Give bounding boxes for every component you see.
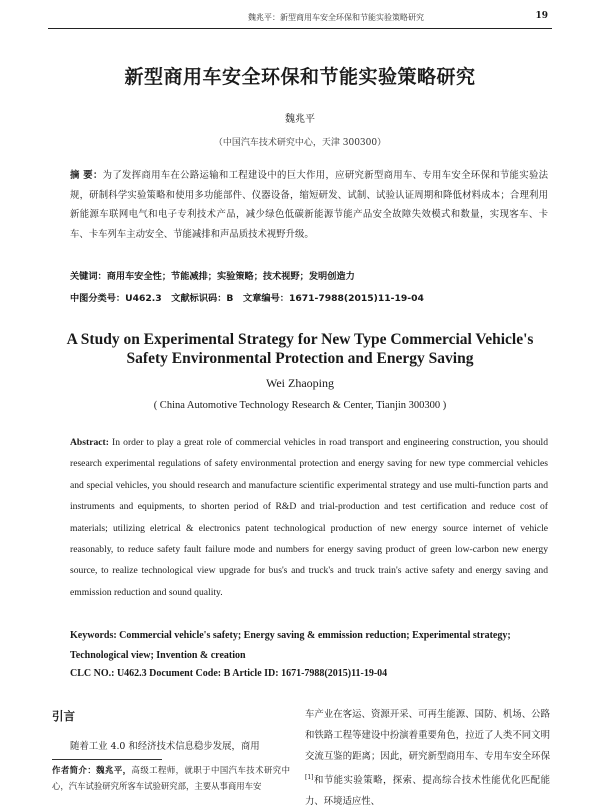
abstract-label-cn: 摘 要： (70, 170, 103, 181)
author-bio-text: 高级工程师，就职于中国汽车技术研究中心，汽车试验研究所客车试验研究部，主要从事商用车安 (52, 765, 291, 791)
keywords-text-cn: 商用车安全性；节能减排；实验策略；技术视野；发明创造力 (106, 271, 355, 282)
left-column (52, 700, 290, 794)
running-header (48, 8, 552, 29)
abstract-label-en: Abstract: (70, 437, 109, 448)
abstract-english (70, 432, 548, 603)
classification-chinese (70, 292, 548, 306)
article-id-value-cn: 1671-7988(2015)11-19-04 (288, 293, 424, 304)
doc-code-value-cn: B (226, 293, 234, 304)
footnote-rule (52, 759, 162, 760)
keywords-english: Keywords: Commercial vehicle's safety; Energy saving & emmission reduction; Experimental strategy; Technological view; Invention & creation (70, 630, 511, 661)
keywords-chinese (70, 270, 548, 284)
title-chinese: 新型商用车安全环保和节能实验策略研究 (124, 66, 476, 88)
doc-code-label-cn: 文献标识码： (171, 293, 227, 304)
right-column-text: 车产业在客运、资源开采、可再生能源、国防、机场、公路和铁路工程等建设中扮演着重要角色，拉近了人类不同文明交流互鉴的距离；因此，研究新型商用车、专用车安全环保 (305, 709, 550, 762)
title-english: A Study on Experimental Strategy for New Type Commercial Vehicle's Safety Environmental Protection and Energy Saving (66, 331, 534, 367)
section-heading-intro: 引言 (52, 709, 75, 723)
clc-value-cn: U462.3 (125, 293, 162, 304)
author-english: Wei Zhaoping (265, 376, 334, 390)
affiliation-chinese: （中国汽车技术研究中心，天津 300300） (213, 138, 387, 148)
author-bio-label: 作者简介：魏兆平， (52, 765, 132, 775)
classification-english: CLC NO.: U462.3 Document Code: B Article ID: 1671-7988(2015)11-19-04 (70, 668, 388, 679)
article-id-label-cn: 文章编号： (243, 293, 289, 304)
abstract-text-cn: 为了发挥商用车在公路运输和工程建设中的巨大作用，应研究新型商用车、专用车安全环保和节能实验法规，研制科学实验策略和使用多功能部件、仪器设备，缩短研发、试制、试验认证周期和降低材料成本；合理利用新能源车联网电气和电子专利技术产品，减少绿色低碳新能源节能产品安全故障失效模式和数量，实现客车、卡车、卡车列车主动安全、节能减排和声品质技术视野升级。 (70, 170, 549, 240)
intro-paragraph: 随着工业 4.0 和经济技术信息稳步发展，商用 (70, 741, 260, 752)
page-number: 19 (535, 11, 548, 21)
right-column (305, 704, 550, 812)
author-chinese: 魏兆平 (285, 114, 315, 125)
running-head: 魏兆平：新型商用车安全环保和节能实验策略研究 (248, 13, 424, 22)
author-bio (52, 762, 290, 794)
abstract-text-en: In order to play a great role of commercial vehicles in road transport and engineering construction, you should research experimental regulations of safety environmental protection and energy saving for new type commercial vehicles and special vehicles, you should research and manufacture scientific experimental strategy and use multi-function parts and instruments and equipments, to shorten period of R&D and trial-production and test certification and reduce cost of materials; utilizing eletrical & electronics patent technological production of new energy source internet of vehicle reasonably, to reduce safety fault failure mode and numbers for energy saving product of green low-carbon new energy source, to realize technological view upgrade for bus's and truck's and truck train's active safety and energy saving and emmission reduction and sound quality. (70, 437, 548, 598)
affiliation-english: ( China Automotive Technology Research & Center, Tianjin 300300 ) (153, 400, 447, 411)
right-column-text-cont: 和节能实验策略，探索、提高综合技术性能优化匹配能力、环境适应性、 (305, 775, 550, 808)
keywords-label-cn: 关键词： (70, 271, 107, 282)
clc-label-cn: 中图分类号： (70, 293, 126, 304)
citation-ref: [1] (305, 774, 314, 781)
abstract-chinese (70, 166, 548, 244)
